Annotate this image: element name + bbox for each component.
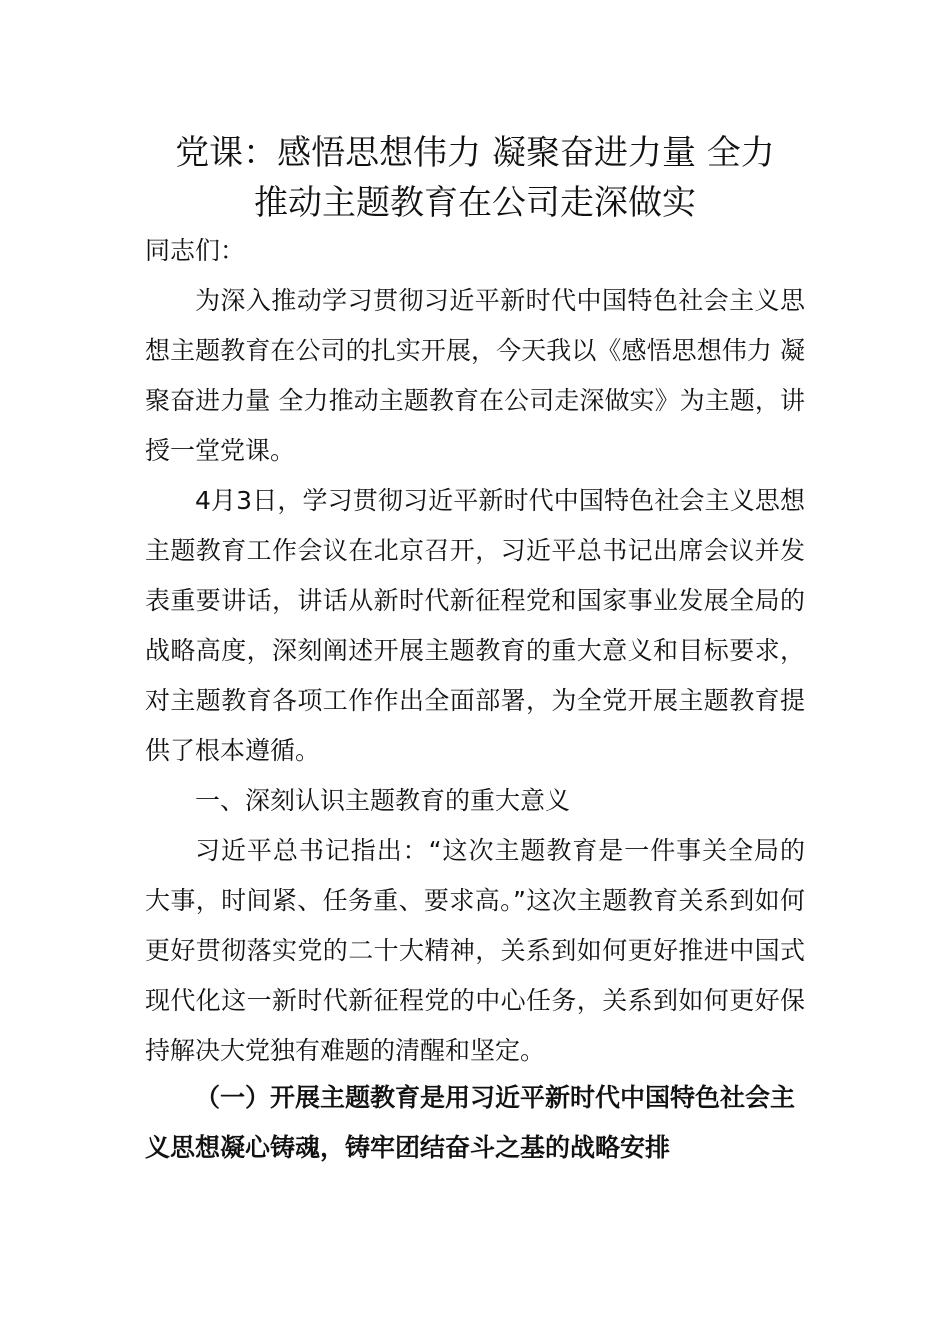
paragraph-meeting: 4月3日，学习贯彻习近平新时代中国特色社会主义思想主题教育工作会议在北京召开，习近平总书记出席会议并发表重要讲话，讲话从新时代新征程党和国家事业发展全局的战略高度，深刻阐述开展主题教育的重大意义和目标要求，对主题教育各项工作作出全面部署，为全党开展主题教育提供了根本遵循。: [145, 486, 805, 765]
section-heading-1: 一、深刻认识主题教育的重大意义: [195, 786, 571, 815]
title-line-2: 推动主题教育在公司走深做实: [254, 183, 696, 223]
paragraph-intro: 为深入推动学习贯彻习近平新时代中国特色社会主义思想主题教育在公司的扎实开展，今天我以《感悟思想伟力 凝聚奋进力量 全力推动主题教育在公司走深做实》为主题，讲授一堂党课。: [145, 286, 805, 465]
document-title: [130, 128, 820, 228]
title-line-1: 党课：感悟思想伟力 凝聚奋进力量 全力: [175, 133, 775, 173]
salutation: 同志们：: [145, 236, 246, 265]
subsection-heading-1: （一）开展主题教育是用习近平新时代中国特色社会主义思想凝心铸魂，铸牢团结奋斗之基的战略安排: [145, 1083, 796, 1162]
paragraph-significance: 习近平总书记指出：“这次主题教育是一件事关全局的大事，时间紧、任务重、要求高。”这次主题教育关系到如何更好贯彻落实党的二十大精神，关系到如何更好推进中国式现代化这一新时代新征程党的中心任务，关系到如何更好保持解决大党独有难题的清醒和坚定。: [145, 836, 805, 1065]
